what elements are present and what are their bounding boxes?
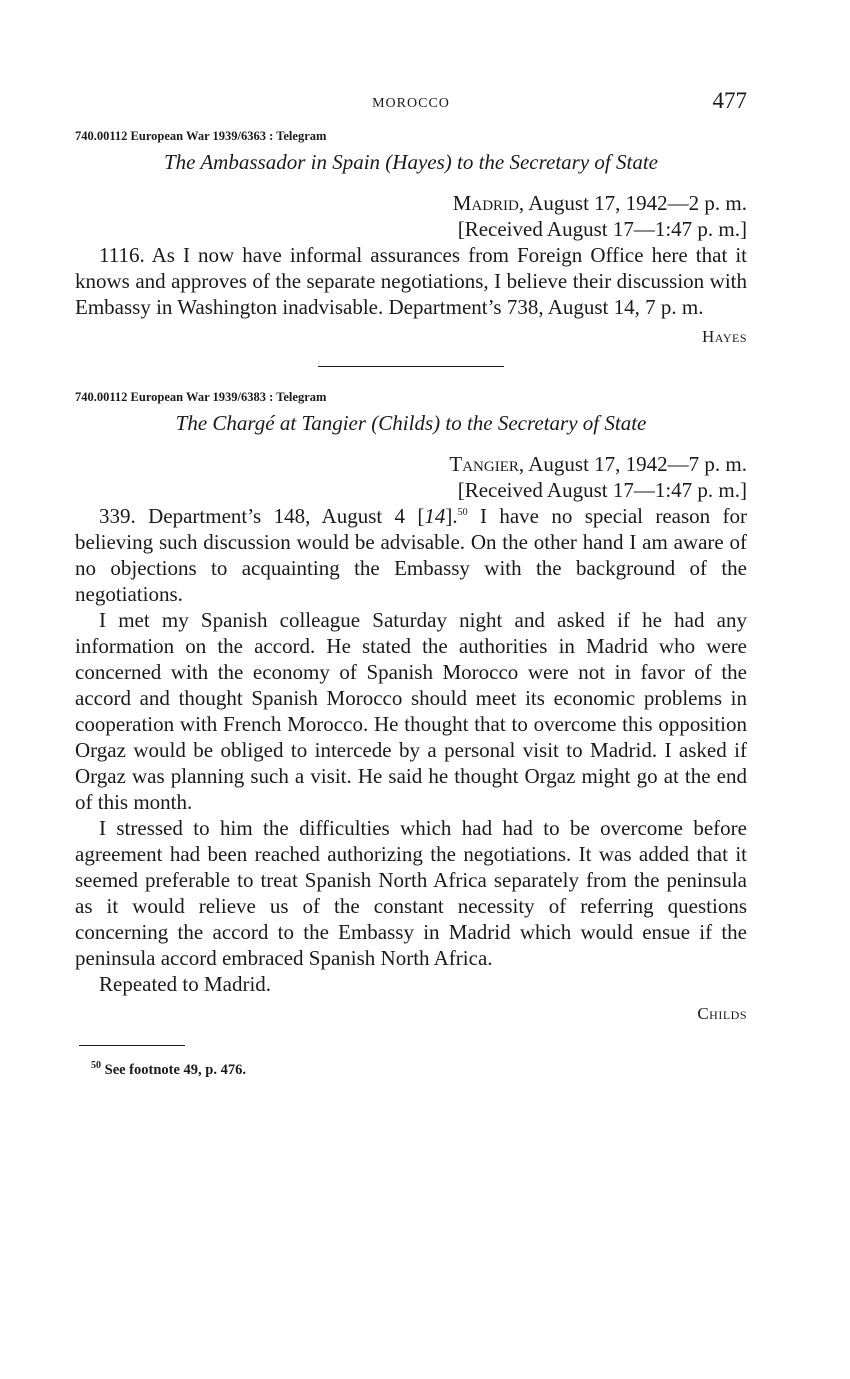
telegram-childs	[75, 389, 747, 1025]
paragraph-text: ].	[445, 504, 458, 528]
signature: Childs	[697, 1004, 747, 1023]
paragraph-text: 339. Department’s 148, August 4 [	[99, 504, 425, 528]
section-separator	[318, 366, 504, 367]
running-title: MOROCCO	[372, 96, 450, 111]
dateline-place: Madrid	[452, 191, 519, 215]
dateline-date: , August 17, 1942—2 p. m.	[518, 191, 747, 215]
dateline	[75, 451, 747, 477]
dateline-place: Tangier	[449, 452, 519, 476]
footnote	[91, 1060, 747, 1080]
body-paragraph: Repeated to Madrid.	[99, 972, 272, 996]
file-reference: 740.00112 European War 1939/6363 : Telegram	[75, 129, 327, 143]
document-page	[75, 0, 747, 1080]
body-paragraph: I met my Spanish colleague Saturday night and asked if he had any information on the accord. He stated the authorities in Madrid who were concerned with the economy of Spanish Morocco were not in favor of the accord and thought Spanish Morocco should meet its economic problems in cooperation with French Morocco. He thought that to overcome this opposition Orgaz would be obliged to intercede by a personal visit to Madrid. I asked if Orgaz was planning such a visit. He said he thought Orgaz might go at the end of this month.	[75, 608, 747, 814]
document-title: The Chargé at Tangier (Childs) to the Secretary of State	[175, 411, 647, 435]
body-paragraph	[75, 503, 747, 607]
dateline-date: , August 17, 1942—7 p. m.	[518, 452, 747, 476]
dateline	[75, 190, 747, 216]
signature: Hayes	[701, 327, 747, 346]
received-line: [Received August 17—1:47 p. m.]	[457, 478, 747, 502]
received-line: [Received August 17—1:47 p. m.]	[457, 217, 747, 241]
footnote-number: 50	[91, 1060, 101, 1072]
paragraph-text: I have no special reason for believing such discussion would be advisable. On the other hand I am aware of no objections to acquainting the Embassy with the background of the negotiations.	[75, 504, 748, 606]
body-paragraph: 1116. As I now have informal assurances from Foreign Office here that it knows and approves of the separate negotiations, I believe their discussion with Embassy in Washington inadvisable. Department’s 738, August 14, 7 p. m.	[75, 243, 747, 319]
telegram-hayes	[75, 128, 747, 348]
footnote-rule	[79, 1045, 185, 1046]
file-reference: 740.00112 European War 1939/6383 : Telegram	[75, 390, 327, 404]
paragraph-italic-text: 14	[424, 504, 446, 528]
footnote-marker: 50	[457, 507, 468, 518]
running-head	[75, 88, 747, 128]
document-title: The Ambassador in Spain (Hayes) to the Secretary of State	[163, 150, 658, 174]
footnote-text: See footnote 49, p. 476.	[101, 1062, 246, 1078]
body-paragraph: I stressed to him the difficulties which had had to be overcome before agreement had been reached authorizing the negotiations. It was added that it seemed preferable to treat Spanish North Africa separately from the peninsula as it would relieve us of the constant necessity of referring questions concerning the accord to the Embassy in Madrid which would ensue if the peninsula accord embraced Spanish North Africa.	[75, 816, 747, 970]
page-number: 477	[712, 88, 747, 113]
